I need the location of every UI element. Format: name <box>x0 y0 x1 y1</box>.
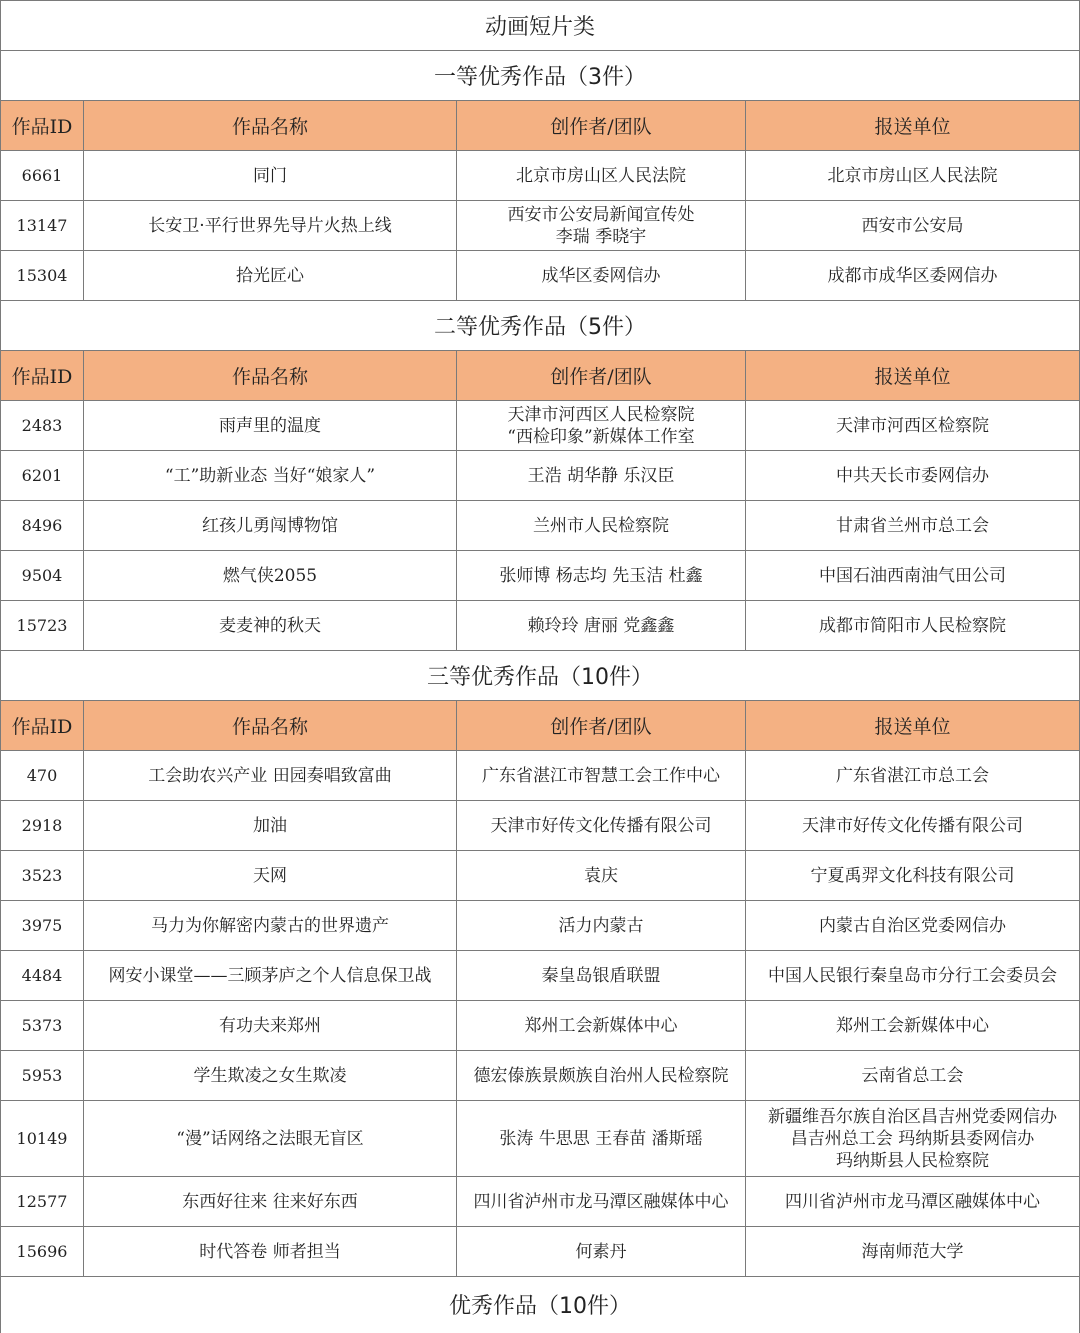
table-row <box>1 451 1080 501</box>
header-unit: 报送单位 <box>746 101 1080 151</box>
cell-id: 470 <box>1 751 84 801</box>
cell-name: 加油 <box>84 801 457 851</box>
table-row <box>1 551 1080 601</box>
cell-unit: 内蒙古自治区党委网信办 <box>746 901 1080 951</box>
cell-name: 学生欺凌之女生欺凌 <box>84 1051 457 1101</box>
cell-id: 2918 <box>1 801 84 851</box>
table-row <box>1 501 1080 551</box>
header-unit: 报送单位 <box>746 351 1080 401</box>
table-row <box>1 1101 1080 1177</box>
cell-id: 3975 <box>1 901 84 951</box>
header-id: 作品ID <box>1 701 84 751</box>
cell-unit: 成都市简阳市人民检察院 <box>746 601 1080 651</box>
table-row <box>1 1177 1080 1227</box>
cell-unit: 西安市公安局 <box>746 201 1080 251</box>
section-title-row <box>1 651 1080 701</box>
table-row <box>1 751 1080 801</box>
cell-unit: 广东省湛江市总工会 <box>746 751 1080 801</box>
cell-name: 燃气侠2055 <box>84 551 457 601</box>
table-row <box>1 901 1080 951</box>
table-row <box>1 401 1080 451</box>
header-name: 作品名称 <box>84 351 457 401</box>
cell-creator: 兰州市人民检察院 <box>457 501 746 551</box>
cell-id: 9504 <box>1 551 84 601</box>
cell-unit: 新疆维吾尔族自治区昌吉州党委网信办 昌吉州总工会 玛纳斯县委网信办 玛纳斯县人民检察院 <box>746 1101 1080 1177</box>
cell-creator: 天津市好传文化传播有限公司 <box>457 801 746 851</box>
cell-id: 5953 <box>1 1051 84 1101</box>
cell-id: 3523 <box>1 851 84 901</box>
cell-creator: 西安市公安局新闻宣传处 李瑞 季晓宇 <box>457 201 746 251</box>
table-row <box>1 1227 1080 1277</box>
cell-id: 12577 <box>1 1177 84 1227</box>
section-title-row <box>1 51 1080 101</box>
cell-name: “工”助新业态 当好“娘家人” <box>84 451 457 501</box>
cell-name: 红孩儿勇闯博物馆 <box>84 501 457 551</box>
cell-unit: 天津市河西区检察院 <box>746 401 1080 451</box>
cell-name: 工会助农兴产业 田园奏唱致富曲 <box>84 751 457 801</box>
cell-creator: 郑州工会新媒体中心 <box>457 1001 746 1051</box>
cell-unit: 天津市好传文化传播有限公司 <box>746 801 1080 851</box>
cell-id: 15696 <box>1 1227 84 1277</box>
table-header-row <box>1 351 1080 401</box>
cell-creator: 秦皇岛银盾联盟 <box>457 951 746 1001</box>
cell-creator: 何素丹 <box>457 1227 746 1277</box>
table-row <box>1 251 1080 301</box>
header-unit: 报送单位 <box>746 701 1080 751</box>
cell-creator: 德宏傣族景颇族自治州人民检察院 <box>457 1051 746 1101</box>
section-title: 一等优秀作品（3件） <box>1 51 1080 101</box>
section-title: 三等优秀作品（10件） <box>1 651 1080 701</box>
table-header-row <box>1 101 1080 151</box>
cell-id: 10149 <box>1 1101 84 1177</box>
cell-id: 15304 <box>1 251 84 301</box>
table-header-row <box>1 701 1080 751</box>
cell-name: 麦麦神的秋天 <box>84 601 457 651</box>
header-id: 作品ID <box>1 351 84 401</box>
cell-name: 东西好往来 往来好东西 <box>84 1177 457 1227</box>
cell-id: 6201 <box>1 451 84 501</box>
category-title: 动画短片类 <box>1 1 1080 51</box>
cell-name: 网安小课堂——三顾茅庐之个人信息保卫战 <box>84 951 457 1001</box>
cell-id: 15723 <box>1 601 84 651</box>
cell-unit: 郑州工会新媒体中心 <box>746 1001 1080 1051</box>
header-creator: 创作者/团队 <box>457 351 746 401</box>
header-creator: 创作者/团队 <box>457 101 746 151</box>
cell-id: 4484 <box>1 951 84 1001</box>
cell-creator: 赖玲玲 唐丽 党鑫鑫 <box>457 601 746 651</box>
cell-id: 8496 <box>1 501 84 551</box>
cell-name: 有功夫来郑州 <box>84 1001 457 1051</box>
table-row <box>1 151 1080 201</box>
table-row <box>1 601 1080 651</box>
cell-unit: 云南省总工会 <box>746 1051 1080 1101</box>
cell-name: 马力为你解密内蒙古的世界遗产 <box>84 901 457 951</box>
cell-unit: 四川省泸州市龙马潭区融媒体中心 <box>746 1177 1080 1227</box>
section-title-row <box>1 301 1080 351</box>
cell-creator: 张师博 杨志均 先玉洁 杜鑫 <box>457 551 746 601</box>
category-title-row <box>1 1 1080 51</box>
cell-unit: 海南师范大学 <box>746 1227 1080 1277</box>
table-row <box>1 951 1080 1001</box>
cell-creator: 天津市河西区人民检察院 “西检印象”新媒体工作室 <box>457 401 746 451</box>
cell-name: 同门 <box>84 151 457 201</box>
cell-creator: 活力内蒙古 <box>457 901 746 951</box>
cell-id: 5373 <box>1 1001 84 1051</box>
cell-unit: 北京市房山区人民法院 <box>746 151 1080 201</box>
cell-id: 13147 <box>1 201 84 251</box>
cell-name: 拾光匠心 <box>84 251 457 301</box>
header-creator: 创作者/团队 <box>457 701 746 751</box>
header-id: 作品ID <box>1 101 84 151</box>
cell-creator: 张涛 牛思思 王春苗 潘斯瑶 <box>457 1101 746 1177</box>
cell-id: 2483 <box>1 401 84 451</box>
cell-name: “漫”话网络之法眼无盲区 <box>84 1101 457 1177</box>
cell-creator: 成华区委网信办 <box>457 251 746 301</box>
cell-creator: 王浩 胡华静 乐汉臣 <box>457 451 746 501</box>
section-title: 优秀作品（10件） <box>1 1277 1080 1333</box>
table-row <box>1 201 1080 251</box>
cell-unit: 宁夏禹羿文化科技有限公司 <box>746 851 1080 901</box>
header-name: 作品名称 <box>84 701 457 751</box>
cell-id: 6661 <box>1 151 84 201</box>
cell-unit: 甘肃省兰州市总工会 <box>746 501 1080 551</box>
cell-creator: 四川省泸州市龙马潭区融媒体中心 <box>457 1177 746 1227</box>
table-row <box>1 801 1080 851</box>
cell-name: 雨声里的温度 <box>84 401 457 451</box>
cell-unit: 中国石油西南油气田公司 <box>746 551 1080 601</box>
table-row <box>1 1051 1080 1101</box>
table-row <box>1 851 1080 901</box>
table-row <box>1 1001 1080 1051</box>
cell-creator: 广东省湛江市智慧工会工作中心 <box>457 751 746 801</box>
section-title: 二等优秀作品（5件） <box>1 301 1080 351</box>
cell-creator: 袁庆 <box>457 851 746 901</box>
section-title-row <box>1 1277 1080 1333</box>
cell-name: 时代答卷 师者担当 <box>84 1227 457 1277</box>
header-name: 作品名称 <box>84 101 457 151</box>
cell-unit: 中共天长市委网信办 <box>746 451 1080 501</box>
cell-name: 长安卫·平行世界先导片火热上线 <box>84 201 457 251</box>
cell-unit: 中国人民银行秦皇岛市分行工会委员会 <box>746 951 1080 1001</box>
cell-unit: 成都市成华区委网信办 <box>746 251 1080 301</box>
cell-creator: 北京市房山区人民法院 <box>457 151 746 201</box>
cell-name: 天网 <box>84 851 457 901</box>
